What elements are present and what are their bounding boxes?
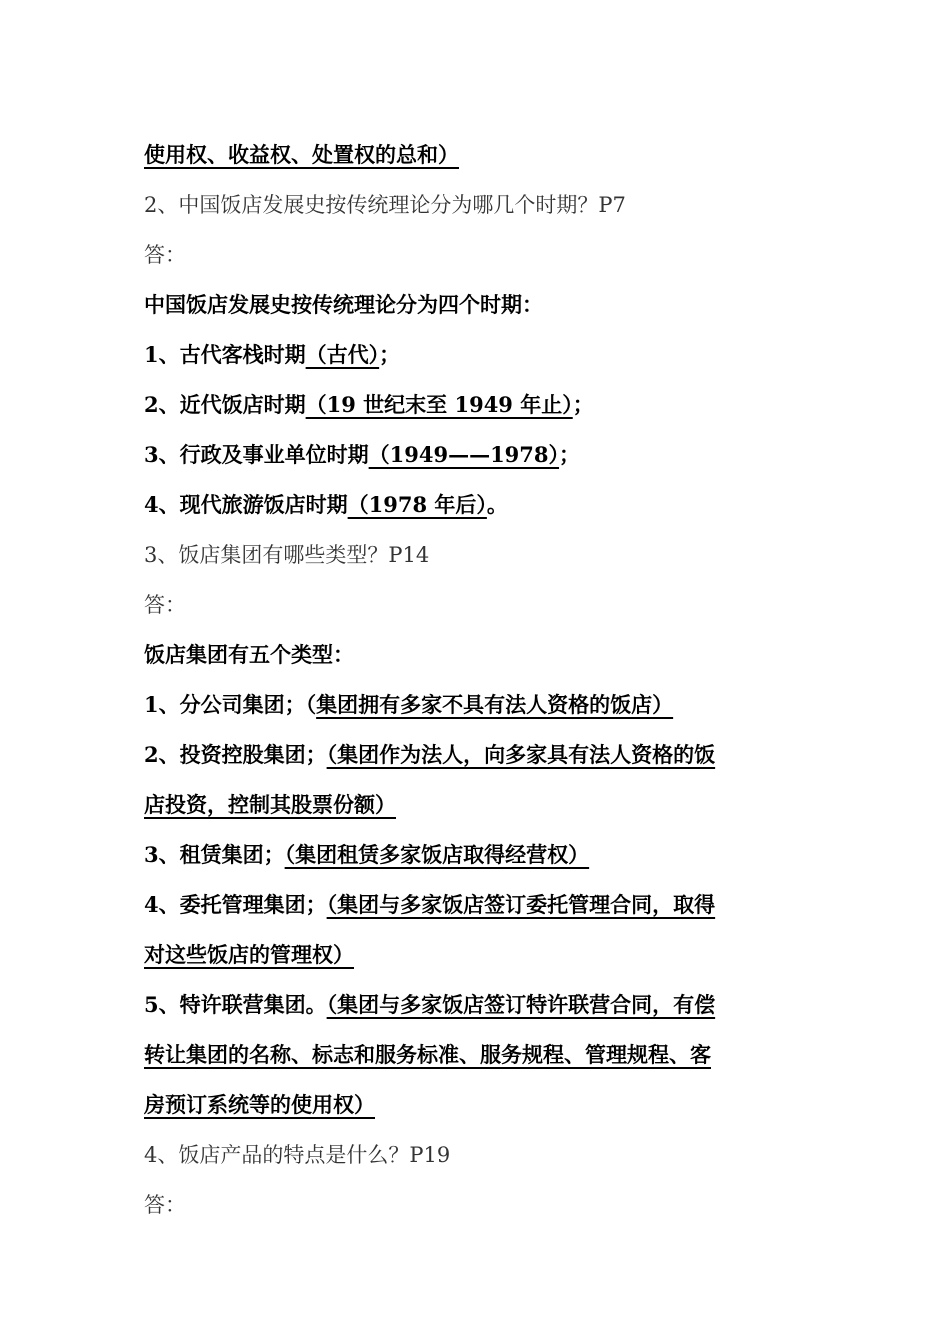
answer-line <box>144 280 808 330</box>
line-text: 5、特许联营集团。 <box>144 992 327 1017</box>
line-punctuation: ； <box>379 342 401 367</box>
answer-line <box>144 130 808 180</box>
line-text: 2、近代饭店时期 <box>144 392 306 417</box>
underlined-text: （集团与多家饭店签订特许联营合同，有偿 <box>326 992 716 1017</box>
question-line <box>144 1130 808 1180</box>
question-line <box>144 530 808 580</box>
underlined-text: 集团拥有多家不具有法人资格的饭店） <box>316 692 674 717</box>
answer-line <box>144 480 808 530</box>
line-text: 4、饭店产品的特点是什么？P19 <box>144 1143 451 1167</box>
line-text: 1、分公司集团；（ <box>144 692 317 717</box>
underlined-text: （集团与多家饭店签订委托管理合同，取得 <box>326 892 716 917</box>
line-punctuation: ； <box>559 442 581 467</box>
line-punctuation: 。 <box>486 492 508 517</box>
answer-line <box>144 830 808 880</box>
question-line <box>144 1180 808 1230</box>
underlined-text: 店投资，控制其股票份额） <box>144 792 396 817</box>
answer-line <box>144 380 808 430</box>
question-line <box>144 180 808 230</box>
underlined-text: （集团租赁多家饭店取得经营权） <box>284 842 590 867</box>
answer-line <box>144 330 808 380</box>
line-text: 答： <box>144 1193 186 1217</box>
line-text: 3、饭店集团有哪些类型？P14 <box>144 543 430 567</box>
underlined-text: 房预订系统等的使用权） <box>144 1092 375 1117</box>
line-text: 4、委托管理集团； <box>144 892 327 917</box>
line-punctuation: ； <box>572 392 594 417</box>
question-line <box>144 580 808 630</box>
answer-line <box>144 980 808 1030</box>
underlined-text: （集团作为法人，向多家具有法人资格的饭 <box>326 742 716 767</box>
line-text: 1、古代客栈时期 <box>144 342 306 367</box>
underlined-text: 转让集团的名称、标志和服务标准、服务规程、管理规程、客 <box>144 1042 711 1067</box>
answer-line <box>144 780 808 830</box>
underlined-text: （19 世纪末至 1949 年止） <box>305 392 573 417</box>
answer-line <box>144 630 808 680</box>
line-text: 饭店集团有五个类型： <box>144 642 354 667</box>
underlined-text: （1949——1978） <box>368 442 560 467</box>
answer-line <box>144 880 808 930</box>
document-body <box>144 130 808 1230</box>
underlined-text: （古代） <box>305 342 380 367</box>
question-line <box>144 230 808 280</box>
line-text: 2、投资控股集团； <box>144 742 327 767</box>
underlined-text: 使用权、收益权、处置权的总和） <box>144 142 459 167</box>
underlined-text: （1978 年后） <box>347 492 487 517</box>
line-text: 中国饭店发展史按传统理论分为四个时期： <box>144 292 543 317</box>
answer-line <box>144 430 808 480</box>
line-text: 答： <box>144 593 186 617</box>
line-text: 2、中国饭店发展史按传统理论分为哪几个时期？P7 <box>144 193 626 217</box>
line-text: 答： <box>144 243 186 267</box>
line-text: 4、现代旅游饭店时期 <box>144 492 348 517</box>
answer-line <box>144 930 808 980</box>
answer-line <box>144 1080 808 1130</box>
line-text: 3、行政及事业单位时期 <box>144 442 369 467</box>
answer-line <box>144 730 808 780</box>
answer-line <box>144 680 808 730</box>
line-text: 3、租赁集团； <box>144 842 285 867</box>
answer-line <box>144 1030 808 1080</box>
underlined-text: 对这些饭店的管理权） <box>144 942 354 967</box>
